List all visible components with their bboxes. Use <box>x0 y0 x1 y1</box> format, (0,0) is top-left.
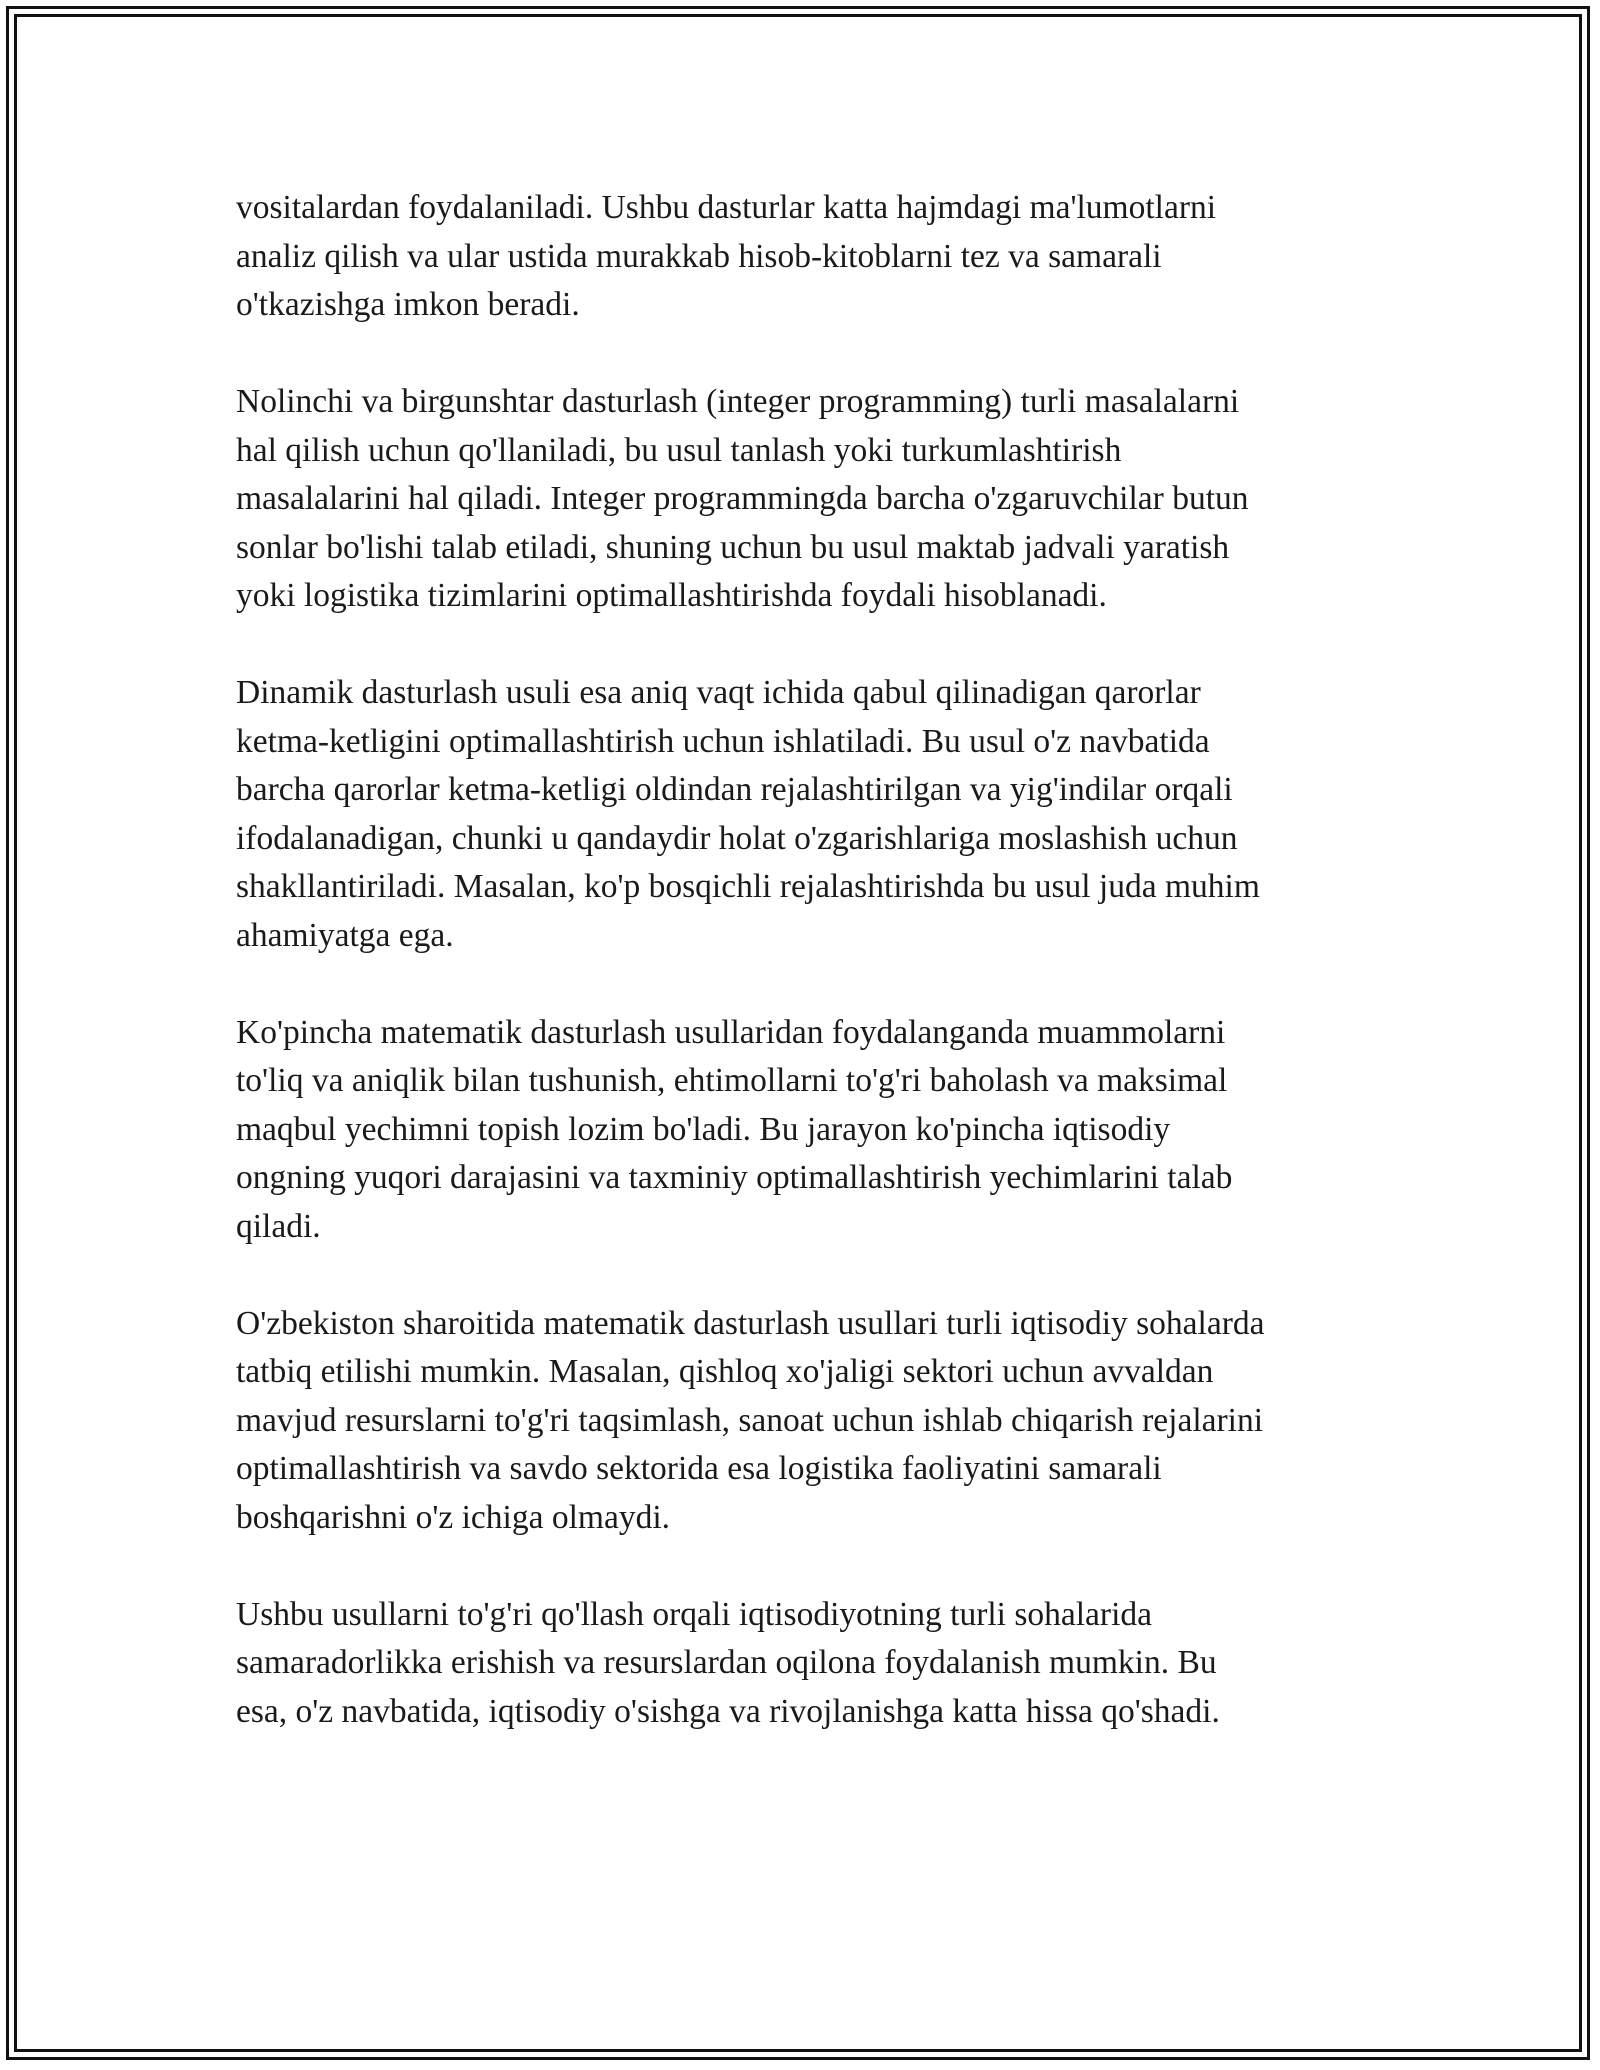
text-line: to'liq va aniqlik bilan tushunish, ehtimollarni to'g'ri baholash va maksimal <box>236 1062 1228 1099</box>
text-line: barcha qarorlar ketma-ketligi oldindan rejalashtirilgan va yig'indilar orqali <box>236 771 1233 808</box>
text-line: qiladi. <box>236 1207 321 1245</box>
text-line: o'tkazishga imkon beradi. <box>236 286 580 323</box>
text-line: boshqarishni o'z ichiga olmaydi. <box>236 1498 671 1536</box>
text-line: Nolinchi va birgunshtar dasturlash (integer programming) turli masalalarni <box>236 383 1240 420</box>
paragraph-6 <box>236 1591 1376 1737</box>
text-line: analiz qilish va ular ustida murakkab hisob-kitoblarni tez va samarali <box>236 237 1162 275</box>
text-line: Ushbu usullarni to'g'ri qo'llash orqali iqtisodiyotning turli sohalarida <box>236 1595 1152 1633</box>
text-line: ahamiyatga ega. <box>236 916 454 954</box>
text-line: ifodalanadigan, chunki u qandaydir holat o'zgarishlariga moslashish uchun <box>236 819 1238 857</box>
text-line: yoki logistika tizimlarini optimallashtirishda foydali hisoblanadi. <box>236 577 1107 614</box>
text-line: tatbiq etilishi mumkin. Masalan, qishloq xo'jaligi sektori uchun avvaldan <box>236 1353 1214 1390</box>
text-line: ketma-ketligini optimallashtirish uchun ishlatiladi. Bu usul o'z navbatida <box>236 722 1210 760</box>
text-line: maqbul yechimni topish lozim bo'ladi. Bu jarayon ko'pincha iqtisodiy <box>236 1110 1171 1148</box>
text-line: Ko'pincha matematik dasturlash usullaridan foydalanganda muammolarni <box>236 1013 1226 1051</box>
text-line: mavjud resurslarni to'g'ri taqsimlash, sanoat uchun ishlab chiqarish rejalarini <box>236 1401 1264 1439</box>
text-line: masalalarini hal qiladi. Integer programmingda barcha o'zgaruvchilar butun <box>236 480 1249 517</box>
text-line: samaradorlikka erishish va resurslardan oqilona foydalanish mumkin. Bu <box>236 1644 1217 1681</box>
text-line: optimallashtirish va savdo sektorida esa logistika faoliyatini samarali <box>236 1450 1162 1487</box>
text-line: sonlar bo'lishi talab etiladi, shuning uchun bu usul maktab jadvali yaratish <box>236 528 1230 566</box>
text-line: shakllantiriladi. Masalan, ko'p bosqichli rejalashtirishda bu usul juda muhim <box>236 868 1260 905</box>
text-line: ongning yuqori darajasini va taxminiy optimallashtirish yechimlarini talab <box>236 1159 1233 1196</box>
text-line: hal qilish uchun qo'llaniladi, bu usul tanlash yoki turkumlashtirish <box>236 431 1122 469</box>
text-line: Dinamik dasturlash usuli esa aniq vaqt ichida qabul qilinadigan qarorlar <box>236 674 1201 711</box>
paragraph-3 <box>236 669 1376 960</box>
document-body <box>236 184 1376 1785</box>
paragraph-4 <box>236 1009 1376 1252</box>
paragraph-5 <box>236 1300 1376 1543</box>
text-line: esa, o'z navbatida, iqtisodiy o'sishga va rivojlanishga katta hissa qo'shadi. <box>236 1692 1220 1730</box>
paragraph-1 <box>236 184 1376 330</box>
text-line: O'zbekiston sharoitida matematik dasturlash usullari turli iqtisodiy sohalarda <box>236 1304 1265 1342</box>
text-line: vositalardan foydalaniladi. Ushbu dasturlar katta hajmdagi ma'lumotlarni <box>236 189 1217 226</box>
paragraph-2 <box>236 378 1376 621</box>
